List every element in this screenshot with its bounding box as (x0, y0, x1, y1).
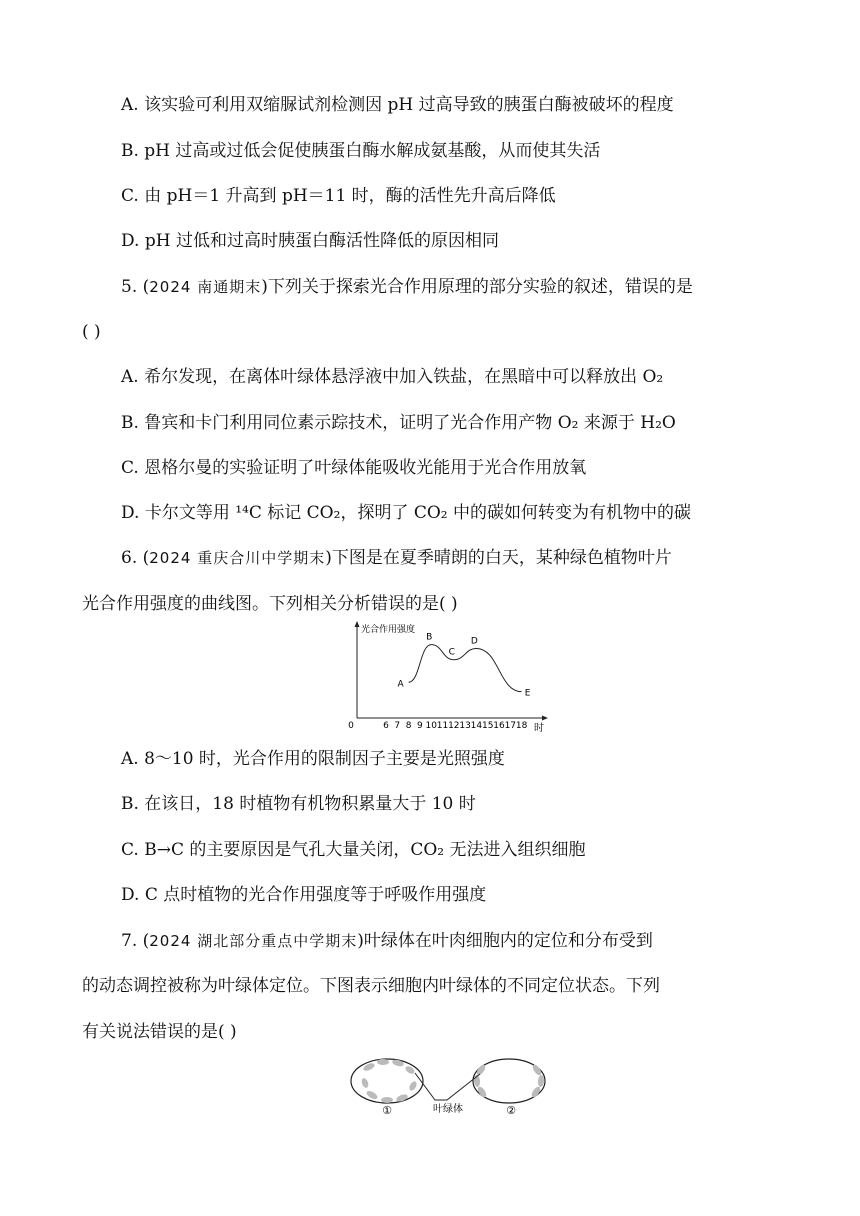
q6-option-d: D. C 点时植物的光合作用强度等于呼吸作用强度 (121, 885, 487, 905)
q5-source: 2024 南通期末 (149, 278, 262, 296)
q6-source: 2024 重庆合川中学期末 (149, 549, 326, 567)
x-tick-label: 15 (481, 721, 494, 731)
x-tick-label: 13 (459, 721, 471, 731)
cell-1-chloroplasts (360, 1059, 418, 1103)
point-label-c: C (448, 647, 455, 658)
curve-point-labels (398, 633, 531, 699)
q5-option-d: D. 卡尔文等用 ¹⁴C 标记 CO₂，探明了 CO₂ 中的碳如何转变为有机物中的碳 (121, 503, 692, 523)
x-axis-label: 时 (534, 723, 544, 734)
x-tick-label: 18 (515, 721, 528, 731)
q6-number: 6. ( (121, 548, 150, 568)
point-label-b: B (426, 632, 433, 643)
q5-stem-line (121, 275, 693, 299)
q4-option-a: A. 该实验可利用双缩脲试剂检测因 pH 过高导致的胰蛋白酶被破坏的程度 (121, 95, 674, 115)
q6-stem: )下图是在夏季晴朗的白天，某种绿色植物叶片 (325, 548, 672, 568)
q7-stem: )叶绿体在叶肉细胞内的定位和分布受到 (357, 931, 653, 951)
y-axis-label: 光合作用强度 (361, 625, 416, 635)
q6-option-a: A. 8～10 时，光合作用的限制因子主要是光照强度 (121, 749, 505, 769)
x-tick-labels (383, 721, 527, 731)
q6-option-c: C. B→C 的主要原因是气孔大量关闭，CO₂ 无法进入组织细胞 (121, 840, 586, 860)
q7-stem-line (121, 929, 653, 953)
cell-2-label: ② (506, 1104, 516, 1117)
origin-label: 0 (348, 721, 354, 731)
point-label-a: A (397, 679, 404, 690)
x-tick-label: 6 (383, 721, 389, 731)
q6-option-b: B. 在该日，18 时植物有机物积累量大于 10 时 (121, 794, 476, 814)
x-tick-label: 16 (493, 721, 505, 731)
cell-2-chloroplasts (473, 1063, 544, 1098)
x-tick-label: 10 (425, 721, 437, 731)
q6-photosynthesis-chart (340, 618, 560, 736)
q5-number: 5. ( (121, 277, 150, 297)
chloroplast-pointer-lines (415, 1073, 480, 1100)
q7-stem-line-3: 有关说法错误的是( ) (82, 1022, 237, 1042)
q7-chloroplast-figure (345, 1050, 555, 1122)
q5-stem: )下列关于探索光合作用原理的部分实验的叙述，错误的是 (261, 277, 693, 297)
x-tick-label: 12 (448, 721, 460, 731)
q6-stem-line-2: 光合作用强度的曲线图。下列相关分析错误的是( ) (82, 594, 458, 614)
q5-option-c: C. 恩格尔曼的实验证明了叶绿体能吸收光能用于光合作用放氧 (121, 458, 587, 478)
x-tick-label: 14 (470, 721, 483, 731)
q5-option-a: A. 希尔发现，在离体叶绿体悬浮液中加入铁盐，在黑暗中可以释放出 O₂ (121, 367, 664, 387)
q4-option-c: C. 由 pH＝1 升高到 pH＝11 时，酶的活性先升高后降低 (121, 186, 556, 206)
x-axis-arrow (542, 716, 548, 721)
y-axis-arrow (355, 621, 360, 627)
point-label-d: D (470, 636, 478, 647)
q4-option-b: B. pH 过高或过低会促使胰蛋白酶水解成氨基酸，从而使其失活 (121, 141, 601, 161)
q5-option-b: B. 鲁宾和卡门利用同位素示踪技术，证明了光合作用产物 O₂ 来源于 H₂O (121, 413, 676, 433)
x-tick-label: 7 (394, 721, 401, 731)
q6-stem-line (121, 546, 672, 570)
x-tick-label: 11 (436, 721, 449, 731)
q4-option-d: D. pH 过低和过高时胰蛋白酶活性降低的原因相同 (121, 231, 499, 251)
x-tick-label: 8 (405, 721, 412, 731)
cell-1-label: ① (382, 1104, 392, 1117)
q7-number: 7. ( (121, 931, 150, 951)
point-label-e: E (524, 688, 531, 699)
x-tick-label: 17 (504, 721, 517, 731)
chloroplast-label: 叶绿体 (433, 1104, 463, 1115)
q7-stem-line-2: 的动态调控被称为叶绿体定位。下图表示细胞内叶绿体的不同定位状态。下列 (82, 976, 660, 996)
q7-source: 2024 湖北部分重点中学期末 (149, 932, 358, 950)
x-tick-label: 9 (417, 721, 423, 731)
q5-answer-blank: ( ) (82, 322, 101, 342)
photosynthesis-curve (409, 645, 522, 692)
